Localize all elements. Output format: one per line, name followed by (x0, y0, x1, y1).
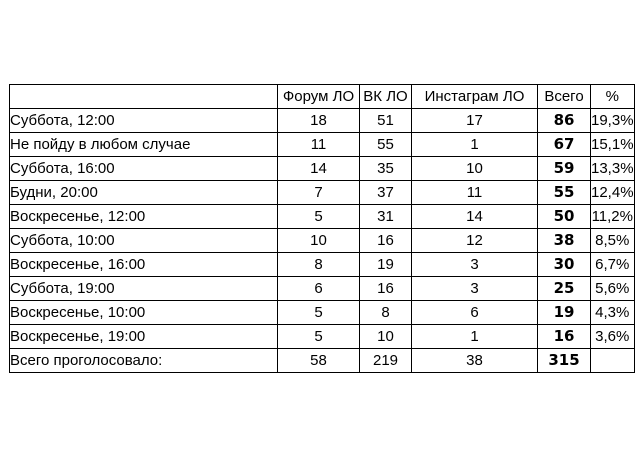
header-vk: ВК ЛО (360, 85, 412, 109)
row-option: Будни, 20:00 (10, 181, 278, 205)
row-forum: 11 (278, 133, 360, 157)
totals-label: Всего проголосовало: (10, 349, 278, 373)
row-instagram: 10 (412, 157, 538, 181)
row-instagram: 1 (412, 325, 538, 349)
poll-results-table (9, 84, 635, 373)
row-option: Воскресенье, 10:00 (10, 301, 278, 325)
row-vk: 55 (360, 133, 412, 157)
totals-vk: 219 (360, 349, 412, 373)
row-forum: 14 (278, 157, 360, 181)
row-forum: 5 (278, 301, 360, 325)
table-row (10, 181, 635, 205)
header-total: Всего (538, 85, 591, 109)
row-instagram: 11 (412, 181, 538, 205)
row-option: Суббота, 16:00 (10, 157, 278, 181)
row-percent: 8,5% (591, 229, 635, 253)
row-percent: 12,4% (591, 181, 635, 205)
totals-instagram: 38 (412, 349, 538, 373)
row-instagram: 12 (412, 229, 538, 253)
row-instagram: 1 (412, 133, 538, 157)
table-row (10, 157, 635, 181)
row-instagram: 17 (412, 109, 538, 133)
row-total: 19 (538, 301, 591, 325)
row-percent: 3,6% (591, 325, 635, 349)
row-total: 86 (538, 109, 591, 133)
row-forum: 5 (278, 205, 360, 229)
row-option: Суббота, 19:00 (10, 277, 278, 301)
table-header-row (10, 85, 635, 109)
row-instagram: 3 (412, 277, 538, 301)
row-total: 59 (538, 157, 591, 181)
row-forum: 6 (278, 277, 360, 301)
row-percent: 11,2% (591, 205, 635, 229)
row-total: 16 (538, 325, 591, 349)
row-vk: 19 (360, 253, 412, 277)
table-row (10, 133, 635, 157)
row-total: 50 (538, 205, 591, 229)
row-vk: 16 (360, 229, 412, 253)
row-instagram: 3 (412, 253, 538, 277)
totals-forum: 58 (278, 349, 360, 373)
row-percent: 5,6% (591, 277, 635, 301)
header-percent: % (591, 85, 635, 109)
row-percent: 15,1% (591, 133, 635, 157)
row-percent: 6,7% (591, 253, 635, 277)
row-forum: 7 (278, 181, 360, 205)
row-option: Суббота, 10:00 (10, 229, 278, 253)
row-vk: 31 (360, 205, 412, 229)
table-row (10, 229, 635, 253)
row-total: 30 (538, 253, 591, 277)
row-total: 38 (538, 229, 591, 253)
row-option: Не пойду в любом случае (10, 133, 278, 157)
row-vk: 35 (360, 157, 412, 181)
totals-total: 315 (538, 349, 591, 373)
row-vk: 37 (360, 181, 412, 205)
totals-row (10, 349, 635, 373)
header-instagram: Инстаграм ЛО (412, 85, 538, 109)
row-forum: 10 (278, 229, 360, 253)
row-option: Воскресенье, 16:00 (10, 253, 278, 277)
table-row (10, 301, 635, 325)
row-option: Воскресенье, 12:00 (10, 205, 278, 229)
row-vk: 10 (360, 325, 412, 349)
row-percent: 13,3% (591, 157, 635, 181)
row-percent: 19,3% (591, 109, 635, 133)
table-row (10, 325, 635, 349)
row-total: 55 (538, 181, 591, 205)
header-option (10, 85, 278, 109)
row-forum: 18 (278, 109, 360, 133)
table-row (10, 109, 635, 133)
header-forum: Форум ЛО (278, 85, 360, 109)
row-forum: 8 (278, 253, 360, 277)
row-forum: 5 (278, 325, 360, 349)
row-instagram: 14 (412, 205, 538, 229)
row-instagram: 6 (412, 301, 538, 325)
row-vk: 16 (360, 277, 412, 301)
row-percent: 4,3% (591, 301, 635, 325)
row-total: 67 (538, 133, 591, 157)
table-row (10, 205, 635, 229)
row-option: Суббота, 12:00 (10, 109, 278, 133)
row-vk: 8 (360, 301, 412, 325)
row-total: 25 (538, 277, 591, 301)
row-vk: 51 (360, 109, 412, 133)
table-row (10, 277, 635, 301)
table-row (10, 253, 635, 277)
row-option: Воскресенье, 19:00 (10, 325, 278, 349)
totals-percent (591, 349, 635, 373)
